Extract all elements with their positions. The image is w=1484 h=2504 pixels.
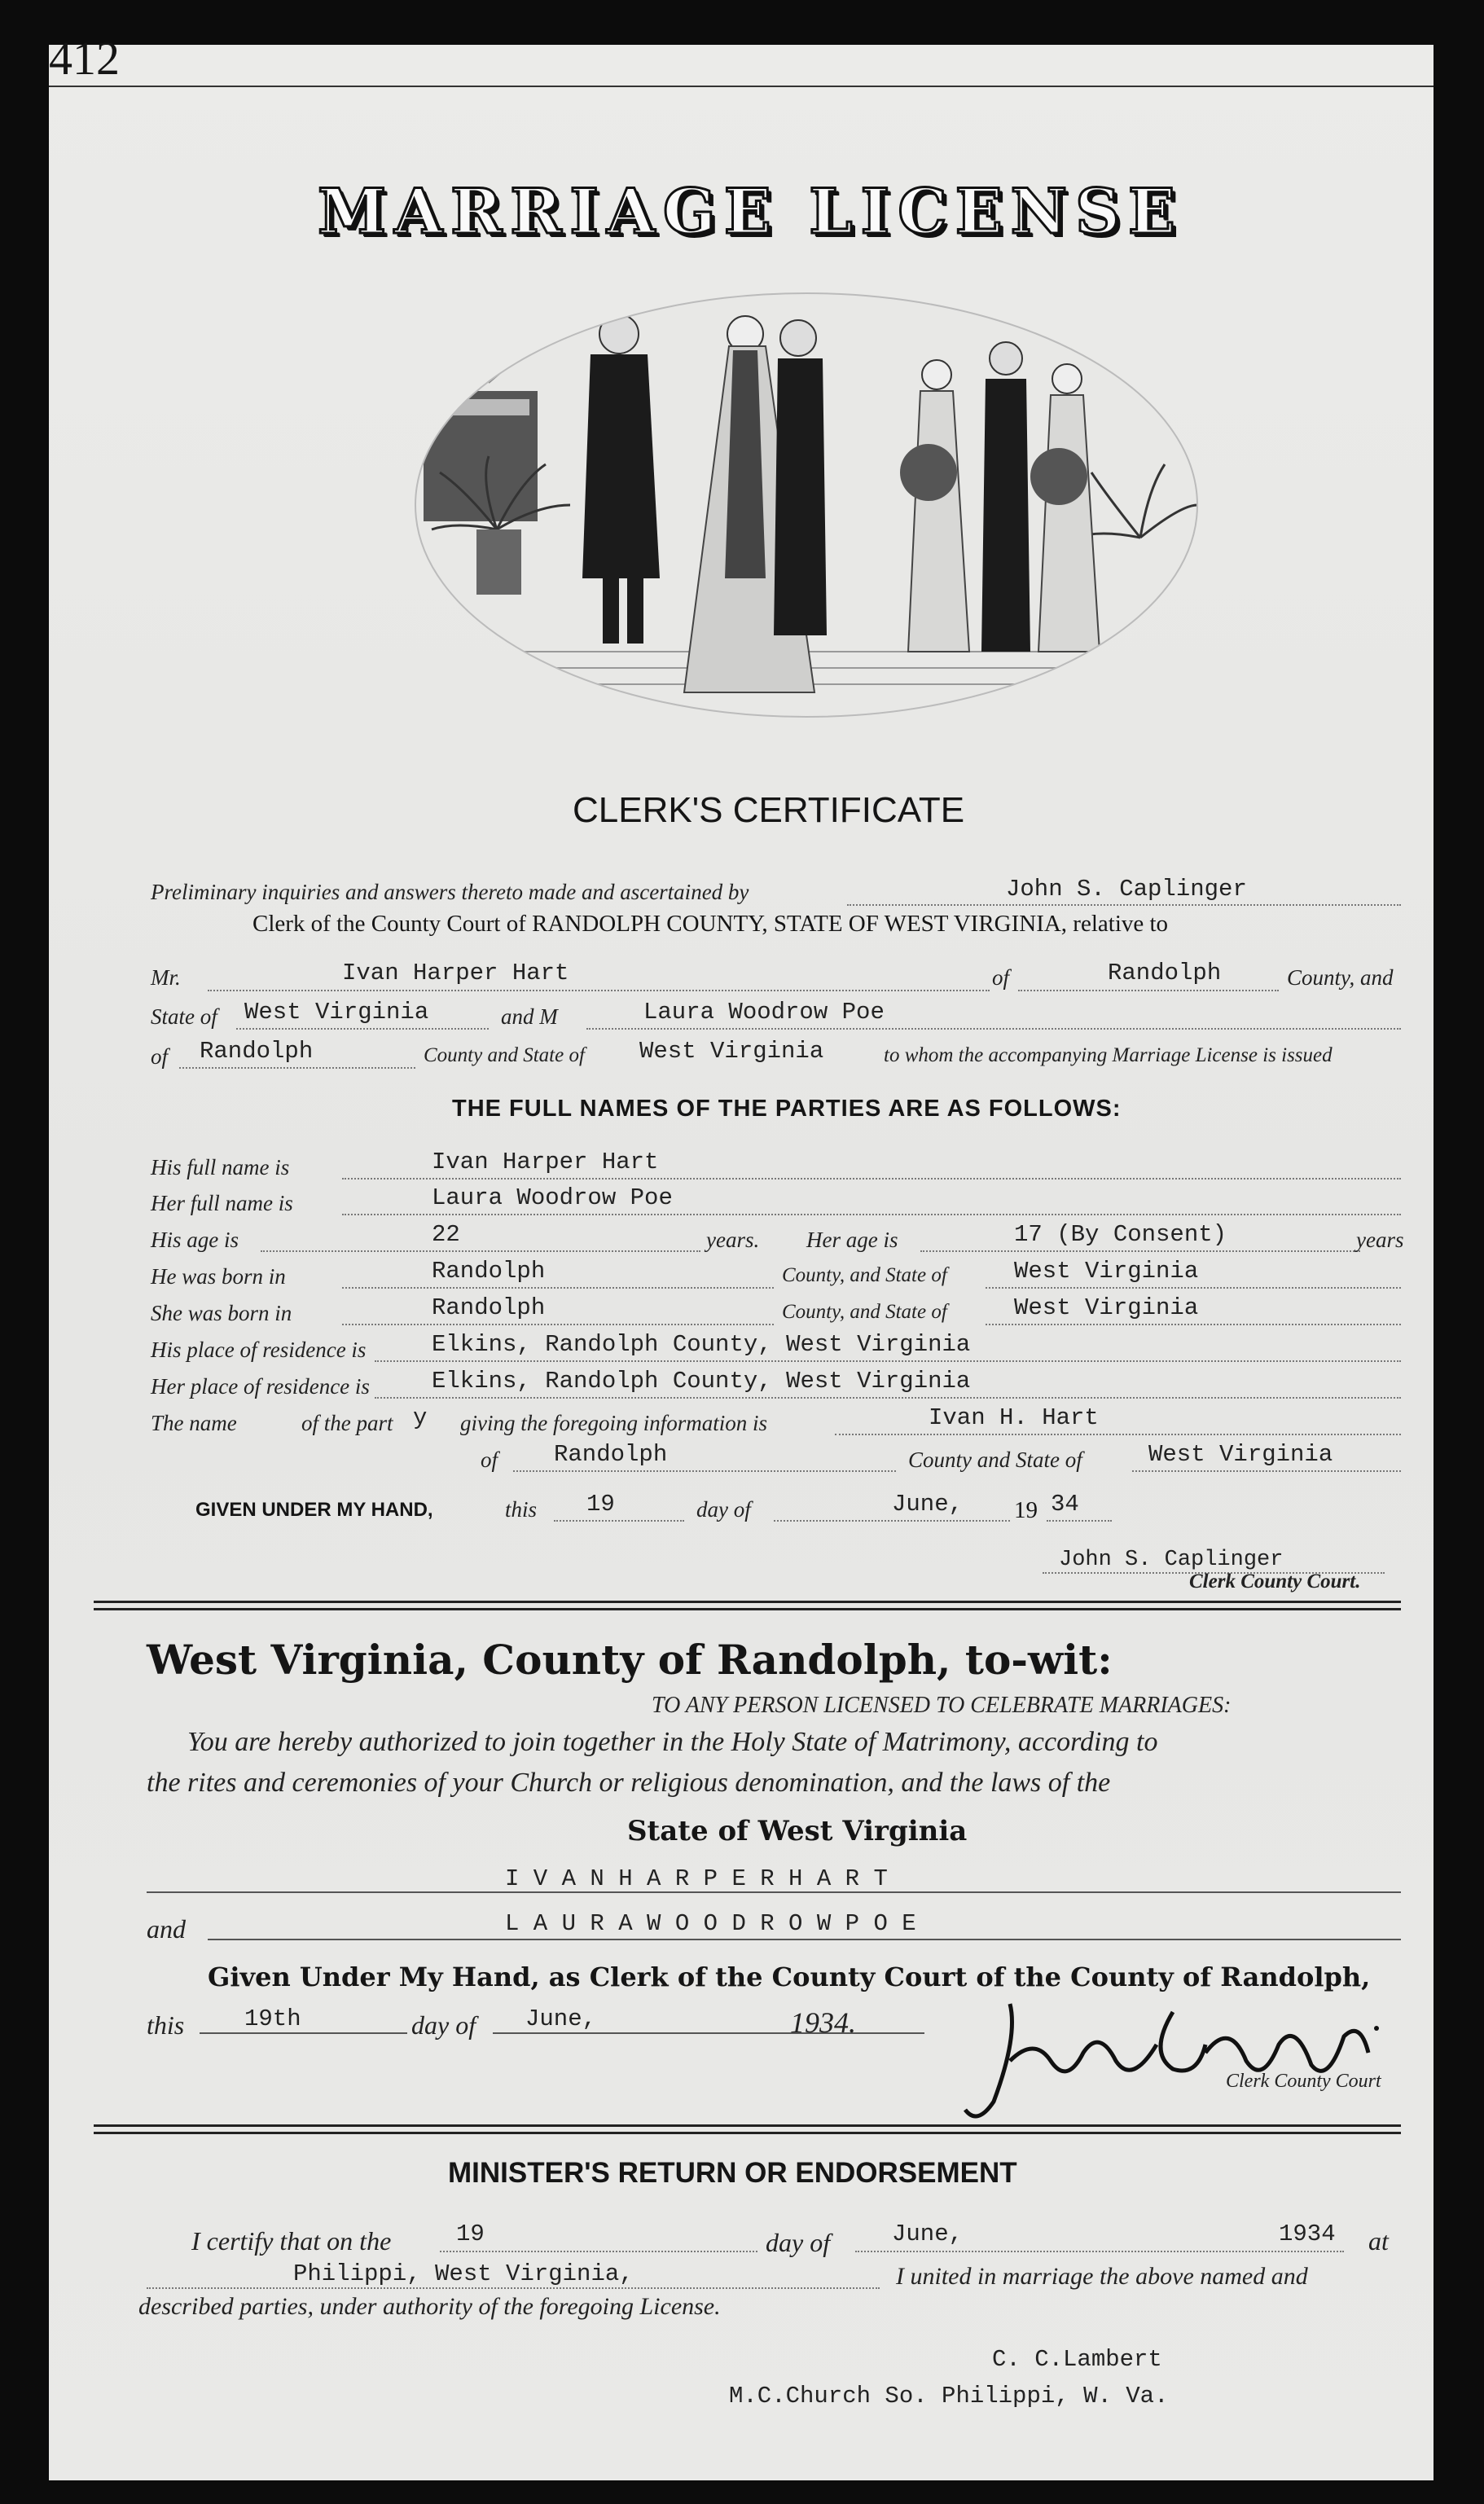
groom-county: Randolph	[1108, 960, 1222, 986]
license-body-line2: the rites and ceremonies of your Church or religious denomination, and the laws of the	[147, 1768, 1111, 1798]
rule	[208, 1939, 1401, 1940]
her-residence-label: Her place of residence is	[151, 1374, 370, 1399]
blank-line	[375, 1397, 1401, 1399]
blank-line	[835, 1434, 1401, 1435]
blank-line	[774, 1520, 1010, 1522]
license-year: 1934.	[790, 2006, 856, 2039]
county-state-label: County and State of	[424, 1044, 585, 1066]
license-day-of-label: day of	[411, 2010, 476, 2040]
clerk-title: Clerk County Court.	[1189, 1570, 1361, 1592]
his-age-label: His age is	[151, 1228, 239, 1252]
county-state-of-label-2: County, and State of	[782, 1301, 947, 1323]
groom-name: Ivan Harper Hart	[342, 960, 569, 986]
full-names-heading: THE FULL NAMES OF THE PARTIES ARE AS FOLLOWS:	[452, 1096, 1122, 1122]
blank-line	[855, 2251, 1344, 2252]
license-addressee: TO ANY PERSON LICENSED TO CELEBRATE MARRIAGES:	[652, 1693, 1232, 1718]
license-body-line1: You are hereby authorized to join together in the Holy State of Matrimony, according to	[187, 1727, 1158, 1757]
county-and-label: County, and	[1287, 965, 1394, 990]
blank-line	[342, 1287, 774, 1289]
license-signature-title: Clerk County Court	[1226, 2071, 1381, 2092]
at-label: at	[1368, 2226, 1389, 2256]
wedding-illustration	[407, 269, 1205, 758]
of-the-party-label: of the part	[301, 1411, 393, 1435]
blank-line	[147, 2287, 880, 2289]
united-label: I united in marriage the above named and	[896, 2263, 1308, 2290]
blank-line	[513, 1470, 896, 1472]
license-state-line: State of West Virginia	[627, 1815, 968, 1847]
she-born-state: West Virginia	[1014, 1294, 1199, 1321]
mr-label: Mr.	[151, 965, 181, 990]
bride-county: Randolph	[200, 1038, 314, 1065]
of3-label: of	[481, 1447, 498, 1472]
his-residence-label: His place of residence is	[151, 1338, 367, 1362]
license-groom-name: I V A N H A R P E R H A R T	[505, 1865, 888, 1892]
document-title: MARRIAGE LICENSE	[318, 175, 1183, 248]
he-born-label: He was born in	[151, 1264, 286, 1289]
minister-year: 1934	[1279, 2221, 1336, 2247]
day-of-label: day of	[696, 1497, 751, 1522]
license-day: 19th	[244, 2005, 301, 2032]
his-full-name: Ivan Harper Hart	[432, 1149, 659, 1175]
issued-label: to whom the accompanying Marriage License is issued	[884, 1044, 1333, 1066]
section-divider	[94, 2124, 1401, 2134]
blank-line	[847, 904, 1401, 906]
license-given-line: Given Under My Hand, as Clerk of the County Court of the County of Randolph,	[208, 1961, 1371, 1992]
party-suffix: y	[413, 1404, 428, 1431]
state-of-label: State of	[151, 1004, 217, 1029]
blank-line	[208, 990, 990, 991]
her-full-name-label: Her full name is	[151, 1191, 293, 1215]
license-heading: West Virginia, County of Randolph, to-wit:	[147, 1636, 1113, 1684]
and-label: and	[147, 1914, 186, 1944]
she-born-county: Randolph	[432, 1294, 546, 1321]
years-label: years.	[706, 1228, 760, 1252]
top-rule	[49, 86, 1434, 87]
license-month: June,	[525, 2005, 597, 2032]
minister-day: 19	[456, 2221, 485, 2247]
blank-line	[1132, 1470, 1401, 1472]
her-full-name: Laura Woodrow Poe	[432, 1184, 673, 1211]
blank-line	[1018, 990, 1279, 991]
bride-name: Laura Woodrow Poe	[643, 999, 885, 1026]
license-this-label: this	[147, 2010, 185, 2040]
blank-line	[342, 1214, 1401, 1215]
her-age: 17 (By Consent)	[1014, 1221, 1227, 1248]
groom-state: West Virginia	[244, 999, 429, 1026]
clerk-certificate-heading: CLERK'S CERTIFICATE	[573, 790, 965, 830]
given-day: 19	[586, 1491, 615, 1518]
years2-label: years	[1356, 1228, 1404, 1252]
blank-line	[236, 1028, 489, 1030]
clerk-handwritten-signature	[961, 1988, 1417, 2126]
name-party-label: The name	[151, 1411, 237, 1435]
informant-name: Ivan H. Hart	[929, 1404, 1099, 1431]
rule	[147, 1891, 1401, 1893]
blank-line	[375, 1360, 1401, 1362]
given-year: 34	[1051, 1491, 1079, 1518]
given-label: GIVEN UNDER MY HAND,	[195, 1499, 433, 1521]
minister-church: M.C.Church So. Philippi, W. Va.	[729, 2383, 1169, 2410]
given-month: June,	[892, 1491, 964, 1518]
blank-line	[440, 2251, 757, 2252]
he-born-state: West Virginia	[1014, 1258, 1199, 1285]
bride-state: West Virginia	[639, 1038, 824, 1065]
blank-line	[1047, 1520, 1112, 1522]
of-label: of	[992, 965, 1010, 990]
his-age: 22	[432, 1221, 460, 1248]
blank-line	[179, 1067, 415, 1069]
her-age-label: Her age is	[806, 1228, 898, 1252]
intro-label: Preliminary inquiries and answers thereto made and ascertained by	[151, 880, 749, 904]
section-divider	[94, 1601, 1401, 1610]
certify-label: I certify that on the	[191, 2226, 392, 2256]
blank-line	[586, 1028, 1401, 1030]
blank-line	[920, 1250, 1360, 1252]
of2-label: of	[151, 1044, 169, 1069]
informant-state: West Virginia	[1148, 1441, 1333, 1468]
rule	[200, 2032, 407, 2034]
he-born-county: Randolph	[432, 1258, 546, 1285]
blank-line	[986, 1287, 1401, 1289]
blank-line	[342, 1324, 774, 1325]
given-year-prefix: 19	[1014, 1497, 1038, 1523]
blank-line	[261, 1250, 700, 1252]
minister-place: Philippi, West Virginia,	[293, 2260, 634, 2287]
rule	[493, 2032, 924, 2034]
blank-line	[554, 1520, 684, 1522]
clerk-name: John S. Caplinger	[1006, 876, 1247, 903]
blank-line	[986, 1324, 1401, 1325]
described-label: described parties, under authority of the foregoing License.	[138, 2293, 721, 2320]
informant-county: Randolph	[554, 1441, 668, 1468]
clerk-signature: John S. Caplinger	[1059, 1548, 1284, 1572]
she-born-label: She was born in	[151, 1301, 292, 1325]
minister-heading: MINISTER'S RETURN OR ENDORSEMENT	[448, 2157, 1017, 2189]
his-residence: Elkins, Randolph County, West Virginia	[432, 1331, 971, 1358]
minister-name: C. C.Lambert	[992, 2346, 1162, 2373]
page-number: 412	[49, 32, 120, 85]
license-bride-name: L A U R A W O O D R O W P O E	[505, 1910, 916, 1937]
county-state2-label: County and State of	[908, 1447, 1082, 1472]
and-m-label: and M	[501, 1004, 558, 1029]
this-label: this	[505, 1497, 538, 1522]
title-banner	[318, 175, 1279, 248]
his-full-name-label: His full name is	[151, 1155, 290, 1180]
minister-day-of-label: day of	[766, 2228, 831, 2257]
blank-line	[342, 1178, 1401, 1180]
minister-month: June,	[892, 2221, 964, 2247]
giving-label: giving the foregoing information is	[460, 1411, 767, 1435]
clerk-line: Clerk of the County Court of RANDOLPH COUNTY, STATE OF WEST VIRGINIA, relative to	[252, 911, 1169, 937]
county-state-of-label: County, and State of	[782, 1264, 947, 1286]
her-residence: Elkins, Randolph County, West Virginia	[432, 1368, 971, 1395]
